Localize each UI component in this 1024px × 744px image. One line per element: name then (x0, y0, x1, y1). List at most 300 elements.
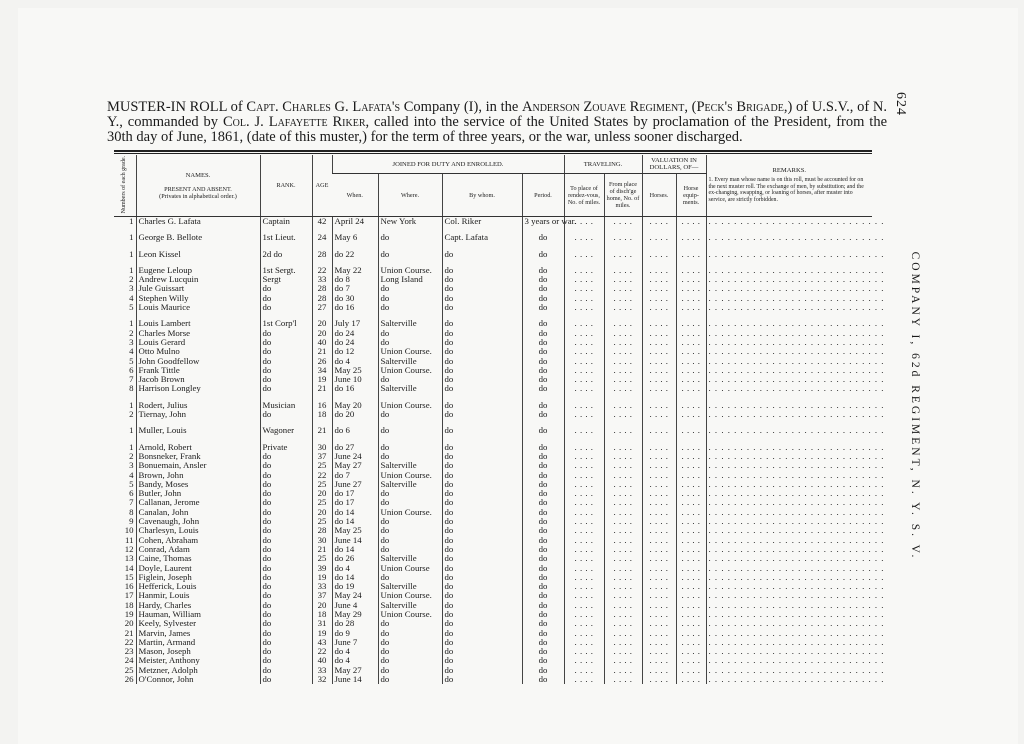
cell-blank: . . . . (642, 294, 676, 303)
cell-remarks: . . . . . . . . . . . . . . . . . . . . . . . . . . . . (706, 338, 872, 347)
cell-rank: do (260, 508, 312, 517)
cell-name: Mason, Joseph (136, 647, 260, 656)
cell-blank: . . . . (676, 601, 706, 610)
cell-name: Bandy, Moses (136, 480, 260, 489)
cell-rank: do (260, 366, 312, 375)
cell-blank: . . . . (642, 443, 676, 452)
cell-number: 3 (129, 336, 134, 347)
cell-when: May 22 (332, 266, 378, 275)
cell-when: do 14 (332, 517, 378, 526)
cell-blank: . . . . (642, 647, 676, 656)
cell-by-whom: do (442, 357, 522, 366)
cell-rank: do (260, 498, 312, 507)
cell-where: Union Course. (378, 471, 442, 480)
cell-remarks: . . . . . . . . . . . . . . . . . . . . . . . . . . . . (706, 357, 872, 366)
cell-period: do (522, 303, 564, 312)
cell-period: do (522, 619, 564, 628)
cell-by-whom: do (442, 294, 522, 303)
cell-name: Louis Maurice (136, 303, 260, 312)
cell-blank: . . . . (564, 347, 604, 356)
cell-where: do (378, 489, 442, 498)
cell-blank: . . . . (676, 489, 706, 498)
cell-blank: . . . . (564, 517, 604, 526)
cell-age: 39 (312, 564, 332, 573)
cell-where: Union Course. (378, 591, 442, 600)
cell-where: do (378, 294, 442, 303)
cell-blank: . . . . (604, 284, 642, 293)
cell-period: do (522, 498, 564, 507)
cell-when: June 7 (332, 638, 378, 647)
cell-number: 19 (124, 608, 134, 619)
cell-when: do 6 (332, 426, 378, 435)
cell-when: do 14 (332, 573, 378, 582)
cell-remarks: . . . . . . . . . . . . . . . . . . . . . . . . . . . . (706, 564, 872, 573)
cell-age: 22 (312, 266, 332, 275)
cell-blank: . . . . (564, 250, 604, 259)
cell-by-whom: do (442, 366, 522, 375)
cell-name: Charles Morse (136, 329, 260, 338)
cell-period: do (522, 443, 564, 452)
cell-name: Rodert, Julius (136, 401, 260, 410)
cell-age: 27 (312, 303, 332, 312)
cell-remarks: . . . . . . . . . . . . . . . . . . . . . . . . . . . . (706, 647, 872, 656)
cell-when: June 14 (332, 536, 378, 545)
cell-blank: . . . . (642, 591, 676, 600)
cell-where: do (378, 536, 442, 545)
table-row (114, 675, 872, 684)
cell-by-whom: do (442, 266, 522, 275)
cell-blank: . . . . (642, 266, 676, 275)
gap-cell (442, 243, 522, 250)
cell-by-whom: do (442, 284, 522, 293)
cell-rank: do (260, 573, 312, 582)
cell-blank: . . . . (676, 266, 706, 275)
cell-when: do 14 (332, 545, 378, 554)
cell-by-whom: do (442, 384, 522, 393)
cell-name: Harrison Longley (136, 384, 260, 393)
cell-blank: . . . . (676, 347, 706, 356)
cell-remarks: . . . . . . . . . . . . . . . . . . . . . . . . . . . . (706, 554, 872, 563)
cell-when: do 26 (332, 554, 378, 563)
cell-blank: . . . . (604, 619, 642, 628)
cell-remarks: . . . . . . . . . . . . . . . . . . . . . . . . . . . . (706, 517, 872, 526)
cell-age: 40 (312, 338, 332, 347)
cell-rank: do (260, 329, 312, 338)
cell-remarks: . . . . . . . . . . . . . . . . . . . . . . . . . . . . (706, 489, 872, 498)
cell-rank: do (260, 545, 312, 554)
cell-name: Marvin, James (136, 629, 260, 638)
cell-name: Callanan, Jerome (136, 498, 260, 507)
cell-blank: . . . . (564, 461, 604, 470)
cell-blank: . . . . (676, 480, 706, 489)
cell-age: 42 (312, 217, 332, 227)
cell-blank: . . . . (604, 471, 642, 480)
cell-age: 25 (312, 480, 332, 489)
valuation-header: VALUATION IN DOLLARS, OF— (642, 155, 706, 174)
cell-blank: . . . . (642, 410, 676, 419)
cell-name: Canalan, John (136, 508, 260, 517)
period-header: Period. (522, 174, 564, 217)
cell-blank: . . . . (676, 582, 706, 591)
cell-period: do (522, 250, 564, 259)
cell-number: 12 (124, 543, 134, 554)
cell-number: 4 (129, 346, 134, 357)
cell-period: do (522, 410, 564, 419)
cell-name: Keely, Sylvester (136, 619, 260, 628)
cell-remarks: . . . . . . . . . . . . . . . . . . . . . . . . . . . . (706, 284, 872, 293)
cell-where: Salterville (378, 554, 442, 563)
cell-blank: . . . . (642, 536, 676, 545)
numbers-header: Numbers of each grade. (114, 155, 136, 217)
cell-remarks: . . . . . . . . . . . . . . . . . . . . . . . . . . . . (706, 294, 872, 303)
cell-blank: . . . . (642, 319, 676, 328)
cell-period: do (522, 545, 564, 554)
cell-when: do 17 (332, 489, 378, 498)
cell-age: 18 (312, 610, 332, 619)
remarks-header: REMARKS. 1. Every man whose name is on this roll, must be accounted for on the next muster roll. The exchange of men, by substitution; and the ex-changing, swapping, or loaning of horses, after muster into service, are strictly forbidden. (706, 155, 872, 217)
cell-blank: . . . . (604, 526, 642, 535)
cell-rank: do (260, 357, 312, 366)
cell-by-whom: do (442, 610, 522, 619)
cell-when: do 12 (332, 347, 378, 356)
cell-when: do 24 (332, 338, 378, 347)
cell-remarks: . . . . . . . . . . . . . . . . . . . . . . . . . . . . (706, 666, 872, 675)
cell-number: 10 (124, 525, 134, 536)
cell-by-whom: do (442, 526, 522, 535)
cell-rank: do (260, 452, 312, 461)
cell-age: 28 (312, 526, 332, 535)
cell-number: 1 (129, 441, 134, 452)
cell-blank: . . . . (604, 489, 642, 498)
cell-period: do (522, 656, 564, 665)
cell-name: Muller, Louis (136, 426, 260, 435)
cell-by-whom: do (442, 319, 522, 328)
cell-number: 1 (129, 216, 134, 226)
cell-when: do 20 (332, 410, 378, 419)
cell-when: May 27 (332, 461, 378, 470)
cell-name: Otto Mulno (136, 347, 260, 356)
cell-when: do 30 (332, 294, 378, 303)
cell-by-whom: do (442, 675, 522, 684)
cell-name: O'Connor, John (136, 675, 260, 684)
cell-blank: . . . . (604, 217, 642, 227)
cell-period: do (522, 461, 564, 470)
cell-when: July 17 (332, 319, 378, 328)
cell-age: 25 (312, 498, 332, 507)
cell-number: 5 (129, 478, 134, 489)
cell-by-whom: do (442, 647, 522, 656)
cell-blank: . . . . (642, 384, 676, 393)
cell-remarks: . . . . . . . . . . . . . . . . . . . . . . . . . . . . (706, 610, 872, 619)
cell-blank: . . . . (564, 656, 604, 665)
cell-blank: . . . . (564, 508, 604, 517)
cell-rank: do (260, 338, 312, 347)
cell-blank: . . . . (676, 338, 706, 347)
cell-blank: . . . . (676, 498, 706, 507)
cell-period: do (522, 601, 564, 610)
cell-number: 18 (124, 599, 134, 610)
cell-blank: . . . . (564, 338, 604, 347)
cell-rank: do (260, 656, 312, 665)
cell-blank: . . . . (676, 366, 706, 375)
cell-blank: . . . . (604, 647, 642, 656)
cell-blank: . . . . (642, 675, 676, 684)
cell-number: 7 (129, 374, 134, 385)
cell-age: 34 (312, 366, 332, 375)
cell-name: George B. Bellote (136, 233, 260, 242)
cell-blank: . . . . (642, 554, 676, 563)
cell-blank: . . . . (604, 508, 642, 517)
cell-when: May 27 (332, 666, 378, 675)
cell-rank: do (260, 554, 312, 563)
cell-blank: . . . . (642, 498, 676, 507)
cell-blank: . . . . (676, 610, 706, 619)
cell-age: 33 (312, 582, 332, 591)
cell-number: 6 (129, 364, 134, 375)
cell-age: 26 (312, 357, 332, 366)
cell-number: 2 (129, 274, 134, 285)
cell-name: Conrad, Adam (136, 545, 260, 554)
cell-rank: do (260, 471, 312, 480)
cell-period: do (522, 573, 564, 582)
traveling-header: TRAVELING. (564, 155, 642, 174)
cell-blank: . . . . (564, 629, 604, 638)
cell-number: 4 (129, 469, 134, 480)
cell-number: 5 (129, 355, 134, 366)
cell-blank: . . . . (564, 443, 604, 452)
cell-blank: . . . . (642, 275, 676, 284)
cell-period: do (522, 675, 564, 684)
cell-by-whom: do (442, 275, 522, 284)
cell-where: do (378, 545, 442, 554)
cell-period: do (522, 284, 564, 293)
cell-remarks: . . . . . . . . . . . . . . . . . . . . . . . . . . . . (706, 452, 872, 461)
cell-number: 8 (129, 506, 134, 517)
table-row (114, 233, 872, 242)
cell-blank: . . . . (642, 666, 676, 675)
cell-blank: . . . . (564, 233, 604, 242)
cell-when: May 25 (332, 526, 378, 535)
cell-when: do 22 (332, 250, 378, 259)
cell-remarks: . . . . . . . . . . . . . . . . . . . . . . . . . . . . (706, 443, 872, 452)
cell-age: 20 (312, 508, 332, 517)
cell-name: Cavenaugh, John (136, 517, 260, 526)
cell-by-whom: do (442, 666, 522, 675)
cell-number: 25 (124, 664, 134, 675)
cell-name: Hardy, Charles (136, 601, 260, 610)
cell-blank: . . . . (564, 452, 604, 461)
cell-where: do (378, 638, 442, 647)
table-row (114, 217, 872, 227)
cell-remarks: . . . . . . . . . . . . . . . . . . . . . . . . . . . . (706, 601, 872, 610)
cell-remarks: . . . . . . . . . . . . . . . . . . . . . . . . . . . . (706, 629, 872, 638)
cell-by-whom: do (442, 536, 522, 545)
cell-name: Hefferick, Louis (136, 582, 260, 591)
cell-blank: . . . . (604, 545, 642, 554)
cell-where: Union Course. (378, 401, 442, 410)
cell-where: do (378, 452, 442, 461)
cell-blank: . . . . (604, 582, 642, 591)
cell-by-whom: do (442, 329, 522, 338)
cell-rank: do (260, 526, 312, 535)
cell-by-whom: do (442, 347, 522, 356)
cell-age: 37 (312, 591, 332, 600)
cell-rank: do (260, 461, 312, 470)
cell-blank: . . . . (642, 638, 676, 647)
cell-remarks: . . . . . . . . . . . . . . . . . . . . . . . . . . . . (706, 303, 872, 312)
cell-rank: do (260, 638, 312, 647)
cell-rank: do (260, 536, 312, 545)
cell-rank: do (260, 675, 312, 684)
cell-remarks: . . . . . . . . . . . . . . . . . . . . . . . . . . . . (706, 536, 872, 545)
cell-by-whom: do (442, 375, 522, 384)
cell-where: do (378, 656, 442, 665)
cell-blank: . . . . (642, 526, 676, 535)
cell-blank: . . . . (642, 250, 676, 259)
cell-number: 6 (129, 488, 134, 499)
table-row (114, 410, 872, 419)
cell-blank: . . . . (642, 303, 676, 312)
cell-blank: . . . . (676, 471, 706, 480)
cell-blank: . . . . (604, 591, 642, 600)
cell-by-whom: do (442, 410, 522, 419)
document-title: MUSTER-IN ROLL of Capt. Charles G. Lafata's Company (I), in the Anderson Zouave Regiment, (Peck's Brigade,) of U.S.V., of N. Y., commanded by Col. J. Lafayette Riker, called into the service of the United States by proclamation of the President, from the 30th day of June, 1861, (date of this muster,) for the term of three years, or the war, unless sooner discharged. (107, 99, 888, 145)
cell-rank: 1st Corp'l (260, 319, 312, 328)
cell-blank: . . . . (604, 294, 642, 303)
cell-by-whom: do (442, 443, 522, 452)
cell-blank: . . . . (604, 629, 642, 638)
cell-blank: . . . . (564, 666, 604, 675)
cell-age: 21 (312, 545, 332, 554)
cell-name: Jacob Brown (136, 375, 260, 384)
cell-blank: . . . . (676, 443, 706, 452)
cell-number: 1 (129, 264, 134, 275)
cell-when: do 28 (332, 619, 378, 628)
cell-blank: . . . . (642, 284, 676, 293)
cell-blank: . . . . (564, 471, 604, 480)
cell-blank: . . . . (564, 294, 604, 303)
cell-where: Union Course. (378, 347, 442, 356)
cell-where: do (378, 443, 442, 452)
cell-blank: . . . . (604, 384, 642, 393)
when-header: When. (332, 174, 378, 217)
cell-by-whom: do (442, 508, 522, 517)
cell-period: do (522, 647, 564, 656)
cell-number: 3 (129, 460, 134, 471)
cell-age: 24 (312, 233, 332, 242)
cell-number: 2 (129, 450, 134, 461)
cell-number: 26 (124, 674, 134, 685)
cell-age: 20 (312, 319, 332, 328)
cell-when: do 9 (332, 629, 378, 638)
cell-period: do (522, 610, 564, 619)
cell-blank: . . . . (564, 638, 604, 647)
cell-rank: do (260, 564, 312, 573)
cell-blank: . . . . (604, 666, 642, 675)
cell-blank: . . . . (564, 591, 604, 600)
cell-name: Eugene Leloup (136, 266, 260, 275)
cell-remarks: . . . . . . . . . . . . . . . . . . . . . . . . . . . . (706, 591, 872, 600)
cell-where: Salterville (378, 461, 442, 470)
cell-by-whom: do (442, 629, 522, 638)
cell-name: Louis Lambert (136, 319, 260, 328)
cell-blank: . . . . (676, 217, 706, 227)
cell-when: do 19 (332, 582, 378, 591)
cell-age: 21 (312, 384, 332, 393)
cell-number: 11 (125, 534, 134, 545)
cell-age: 43 (312, 638, 332, 647)
cell-blank: . . . . (676, 629, 706, 638)
cell-when: do 4 (332, 656, 378, 665)
cell-where: do (378, 303, 442, 312)
cell-where: Salterville (378, 582, 442, 591)
gap-cell (442, 436, 522, 443)
cell-blank: . . . . (604, 375, 642, 384)
rank-header: RANK. (260, 155, 312, 217)
joined-header: JOINED FOR DUTY AND ENROLLED. (332, 155, 564, 174)
cell-blank: . . . . (604, 443, 642, 452)
cell-number: 2 (129, 409, 134, 420)
cell-where: Union Course. (378, 508, 442, 517)
cell-name: Meister, Anthony (136, 656, 260, 665)
cell-when: do 27 (332, 443, 378, 452)
cell-name: Jule Guissart (136, 284, 260, 293)
cell-rank: do (260, 517, 312, 526)
cell-number: 5 (129, 302, 134, 313)
cell-blank: . . . . (564, 284, 604, 293)
cell-by-whom: do (442, 545, 522, 554)
cell-by-whom: do (442, 303, 522, 312)
side-label: COMPANY I, 62d REGIMENT, N. Y. S. V. (909, 251, 921, 561)
cell-where: do (378, 647, 442, 656)
cell-age: 19 (312, 629, 332, 638)
cell-when: June 4 (332, 601, 378, 610)
cell-blank: . . . . (676, 573, 706, 582)
cell-by-whom: do (442, 471, 522, 480)
cell-period: do (522, 294, 564, 303)
cell-age: 30 (312, 536, 332, 545)
cell-period: do (522, 452, 564, 461)
cell-rank: do (260, 480, 312, 489)
cell-remarks: . . . . . . . . . . . . . . . . . . . . . . . . . . . . (706, 426, 872, 435)
cell-number: 1 (129, 248, 134, 259)
cell-when: do 4 (332, 564, 378, 573)
cell-remarks: . . . . . . . . . . . . . . . . . . . . . . . . . . . . (706, 508, 872, 517)
cell-blank: . . . . (676, 666, 706, 675)
cell-blank: . . . . (676, 233, 706, 242)
cell-name: Caine, Thomas (136, 554, 260, 563)
cell-period: 3 years or war. (522, 217, 564, 227)
cell-number: 15 (124, 571, 134, 582)
cell-blank: . . . . (564, 401, 604, 410)
cell-name: John Goodfellow (136, 357, 260, 366)
cell-blank: . . . . (676, 294, 706, 303)
cell-where: New York (378, 217, 442, 227)
cell-when: June 10 (332, 375, 378, 384)
cell-blank: . . . . (642, 217, 676, 227)
cell-name: Butler, John (136, 489, 260, 498)
cell-period: do (522, 357, 564, 366)
cell-when: June 24 (332, 452, 378, 461)
cell-blank: . . . . (676, 375, 706, 384)
cell-rank: do (260, 375, 312, 384)
cell-blank: . . . . (642, 582, 676, 591)
cell-period: do (522, 275, 564, 284)
to-place-header: To place of rendez-vous, No. of miles. (564, 174, 604, 217)
cell-remarks: . . . . . . . . . . . . . . . . . . . . . . . . . . . . (706, 401, 872, 410)
cell-blank: . . . . (676, 410, 706, 419)
cell-blank: . . . . (564, 554, 604, 563)
